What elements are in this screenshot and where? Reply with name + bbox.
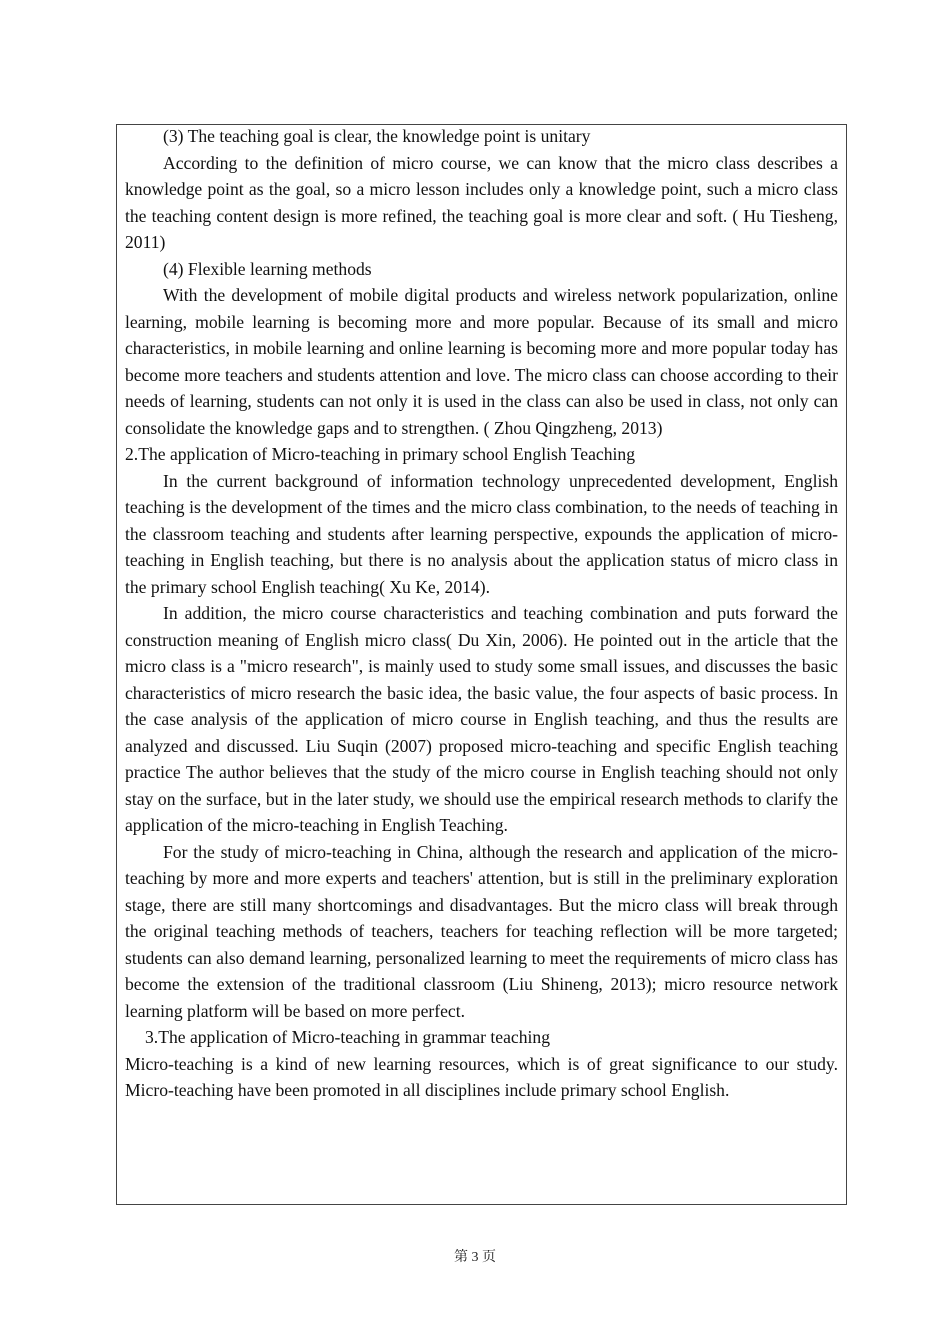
- page-number: 第 3 页: [454, 1250, 496, 1265]
- section-heading-3: 3.The application of Micro-teaching in grammar teaching: [145, 1027, 550, 1047]
- document-body: [125, 123, 838, 1104]
- paragraph: According to the definition of micro course, we can know that the micro class describes a knowledge point as the goal, so a micro lesson includes only a knowledge point, such a micro class the teaching content design is more refined, the teaching goal is more clear and soft. ( Hu Tiesheng, 2011): [125, 152, 838, 252]
- section-heading-2: 2.The application of Micro-teaching in primary school English Teaching: [125, 444, 635, 464]
- subheading-teaching-goal: (3) The teaching goal is clear, the knowledge point is unitary: [163, 126, 591, 146]
- paragraph: In addition, the micro course characteristics and teaching combination and puts forward the construction meaning of English micro class( Du Xin, 2006). He pointed out in the article that the micro class is a "micro research", is mainly used to study some small issues, and discusses the basic characteristics of micro research the basic idea, the basic value, the four aspects of basic process. In the case analysis of the application of micro course in English teaching, and thus the results are analyzed and discussed. Liu Suqin (2007) proposed micro-teaching and specific English teaching practice The author believes that the study of the micro course in English teaching should not only stay on the surface, but in the later study, we should use the empirical research methods to clarify the application of the micro-teaching in English Teaching.: [125, 603, 838, 835]
- paragraph: In the current background of information technology unprecedented development, English teaching is the development of the times and the micro class combination, to the needs of teaching in the classroom teaching and students after learning perspective, expounds the application of micro-teaching in English teaching, but there is no analysis about the application status of micro class in the primary school English teaching( Xu Ke, 2014).: [125, 470, 838, 597]
- paragraph: With the development of mobile digital products and wireless network popularization, online learning, mobile learning is becoming more and more popular. Because of its small and micro characteristics, in mobile learning and online learning is becoming more and more popular today has become more teachers and students attention and love. The micro class can choose according to their needs of learning, students can not only it is used in the class can also be used in class, not only can consolidate the knowledge gaps and to strengthen. ( Zhou Qingzheng, 2013): [125, 285, 838, 438]
- paragraph: Micro-teaching is a kind of new learning resources, which is of great significance to our study. Micro-teaching have been promoted in all disciplines include primary school English.: [125, 1053, 838, 1100]
- paragraph: For the study of micro-teaching in China, although the research and application of the micro-teaching by more and more experts and teachers' attention, but is still in the preliminary exploration stage, there are still many shortcomings and disadvantages. But the micro class will break through the original teaching methods of teachers, teachers for teaching reflection will be more targeted; students can also demand learning, personalized learning to meet the requirements of micro class has become the extension of the traditional classroom (Liu Shineng, 2013); micro resource network learning platform will be based on more perfect.: [125, 841, 838, 1021]
- subheading-flexible-learning: (4) Flexible learning methods: [163, 258, 372, 279]
